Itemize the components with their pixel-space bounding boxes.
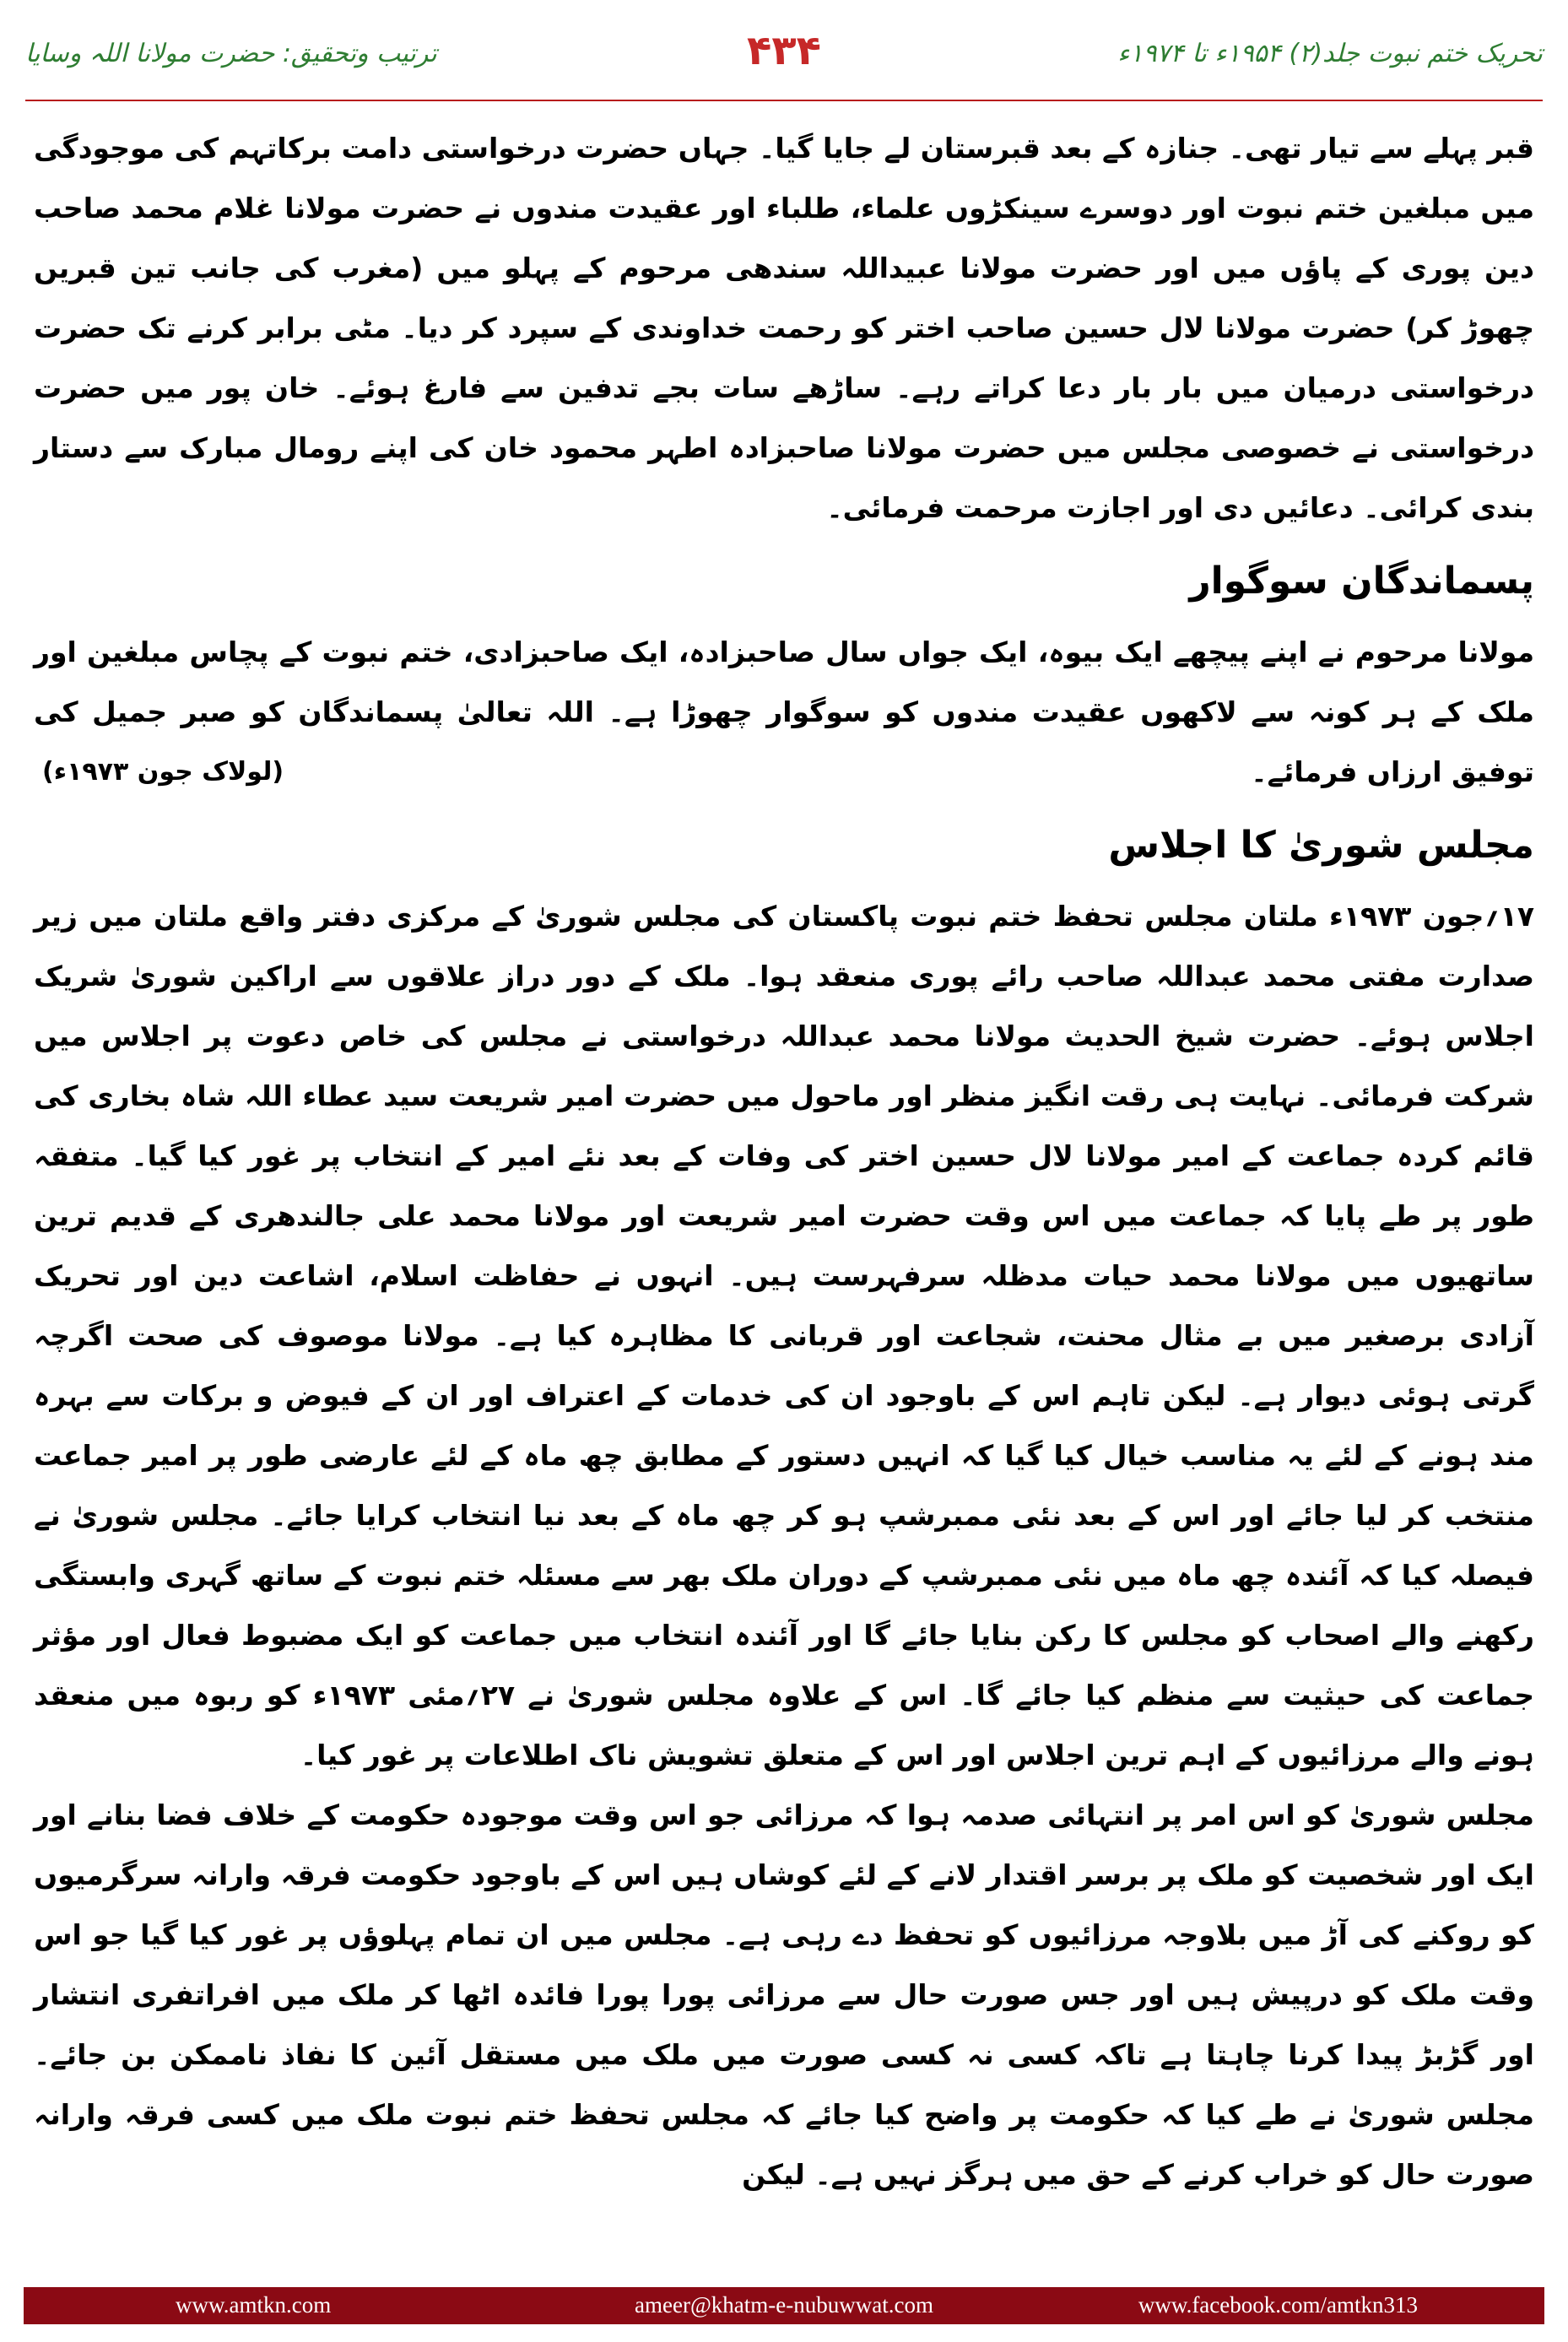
footer-email-link[interactable]: ameer@khatm-e-nubuwwat.com (635, 2292, 933, 2318)
header-divider (25, 100, 1543, 101)
paragraph-survivors (34, 622, 1534, 802)
source-reference: (لولاک جون ۱۹۷۳ء) (42, 757, 284, 787)
paragraph-survivors-text: مولانا مرحوم نے اپنے پیچھے ایک بیوہ، ایک جواں سال صاحبزادہ، ایک صاحبزادی، ختم نبوت کے پچاس مبلغین اور ملک کے ہر کونہ سے لاکھوں عقیدت مندوں کو سوگوار چھوڑا ہے۔ اللہ تعالیٰ پسماندگان کو صبر جمیل کی توفیق ارزاں فرمائے۔ (34, 636, 1534, 788)
heading-shura-meeting: مجلس شوریٰ کا اجلاس (1108, 824, 1534, 867)
paragraph-shura-meeting: ۱۷؍جون ۱۹۷۳ء ملتان مجلس تحفظ ختم نبوت پاکستان کی مجلس شوریٰ کے مرکزی دفتر واقع ملتان میں زیر صدارت مفتی محمد عبداللہ صاحب رائے پوری منعقد ہوا۔ ملک کے دور دراز علاقوں سے اراکین شوریٰ شریک اجلاس ہوئے۔ حضرت شیخ الحدیث مولانا محمد عبداللہ درخواستی نے مجلس کی خاص دعوت پر اجلاس میں شرکت فرمائی۔ نہایت ہی رقت انگیز منظر اور ماحول میں حضرت امیر شریعت سید عطاء اللہ شاہ بخاری کی قائم کردہ جماعت کے امیر مولانا لال حسین اختر کی وفات کے بعد نئے امیر کے انتخاب پر غور کیا گیا۔ متفقہ طور پر طے پایا کہ جماعت میں اس وقت حضرت امیر شریعت اور مولانا محمد علی جالندھری کے قدیم ترین ساتھیوں میں مولانا محمد حیات مدظلہ سرفہرست ہیں۔ انہوں نے حفاظت اسلام، اشاعت دین اور تحریک آزادی برصغیر میں بے مثال محنت، شجاعت اور قربانی کا مظاہرہ کیا ہے۔ مولانا موصوف کی صحت اگرچہ گرتی ہوئی دیوار ہے۔ لیکن تاہم اس کے باوجود ان کی خدمات کے اعتراف اور ان کے فیوض و برکات سے بہرہ مند ہونے کے لئے یہ مناسب خیال کیا گیا کہ انہیں دستور کے مطابق چھ ماہ کے لئے عارضی طور پر امیر جماعت منتخب کر لیا جائے اور اس کے بعد نئی ممبرشپ ہو کر چھ ماہ کے بعد نیا انتخاب کرایا جائے۔ مجلس شوریٰ نے فیصلہ کیا کہ آئندہ چھ ماہ میں نئی ممبرشپ کے دوران ملک بھر سے مسئلہ ختم نبوت کے ساتھ گہری وابستگی رکھنے والے اصحاب کو مجلس کا رکن بنایا جائے گا اور آئندہ انتخاب میں جماعت کو ایک مضبوط فعال اور مؤثر جماعت کی حیثیت سے منظم کیا جائے گا۔ اس کے علاوہ مجلس شوریٰ نے ۲۷؍مئی ۱۹۷۳ء کو ربوہ میں منعقد ہونے والے مرزائیوں کے اہم ترین اجلاس اور اس کے متعلق تشویش ناک اطلاعات پر غور کیا۔ (34, 900, 1534, 1771)
page-number: ۴۳۴ (747, 27, 821, 74)
page-header (25, 27, 1543, 83)
page-footer (24, 2287, 1544, 2324)
page-body (34, 118, 1534, 2215)
paragraph-shura-concern: مجلس شوریٰ کو اس امر پر انتہائی صدمہ ہوا کہ مرزائی جو اس وقت موجودہ حکومت کے خلاف فضا بنانے اور ایک اور شخصیت کو ملک پر برسر اقتدار لانے کے لئے کوشاں ہیں اس کے باوجود حکومت فرقہ وارانہ سرگرمیوں کو روکنے کی آڑ میں بلاوجہ مرزائیوں کو تحفظ دے رہی ہے۔ مجلس میں ان تمام پہلوؤں پر غور کیا گیا جو اس وقت ملک کو درپیش ہیں اور جس صورت حال سے مرزائی پورا پورا فائدہ اٹھا کر ملک میں افراتفری انتشار اور گڑبڑ پیدا کرنا چاہتا ہے تاکہ کسی نہ کسی صورت میں ملک میں مستقل آئین کا نفاذ ناممکن بن جائے۔ مجلس شوریٰ نے طے کیا کہ حکومت پر واضح کیا جائے کہ مجلس تحفظ ختم نبوت ملک میں کسی فرقہ وارانہ صورت حال کو خراب کرنے کے حق میں ہرگز نہیں ہے۔ لیکن (34, 1798, 1534, 2191)
footer-facebook-link[interactable]: www.facebook.com/amtkn313 (1138, 2292, 1418, 2318)
book-title: تحریک ختم نبوت جلد(۲) ۱۹۵۴ء تا ۱۹۷۴ء (1117, 39, 1543, 68)
paragraph-burial: قبر پہلے سے تیار تھی۔ جنازہ کے بعد قبرستان لے جایا گیا۔ جہاں حضرت درخواستی دامت برکاتہم کی موجودگی میں مبلغین ختم نبوت اور دوسرے سینکڑوں علماء، طلباء اور عقیدت مندوں نے حضرت مولانا غلام محمد صاحب دین پوری کے پاؤں میں اور حضرت مولانا عبیداللہ سندھی مرحوم کے پہلو میں (مغرب کی جانب تین قبریں چھوڑ کر) حضرت مولانا لال حسین صاحب اختر کو رحمت خداوندی کے سپرد کر دیا۔ مٹی برابر کرنے تک حضرت درخواستی درمیان میں بار بار دعا کراتے رہے۔ ساڑھے سات بجے تدفین سے فارغ ہوئے۔ خان پور میں حضرت درخواستی نے خصوصی مجلس میں حضرت مولانا صاحبزادہ اطہر محمود خان کی اپنے رومال مبارک سے دستار بندی کرائی۔ دعائیں دی اور اجازت مرحمت فرمائی۔ (34, 132, 1534, 524)
heading-survivors: پسماندگان سوگوار (1189, 560, 1534, 603)
footer-website-link[interactable]: www.amtkn.com (176, 2292, 332, 2318)
compiler-credit: ترتیب وتحقیق: حضرت مولانا اللہ وسایا (25, 39, 437, 68)
